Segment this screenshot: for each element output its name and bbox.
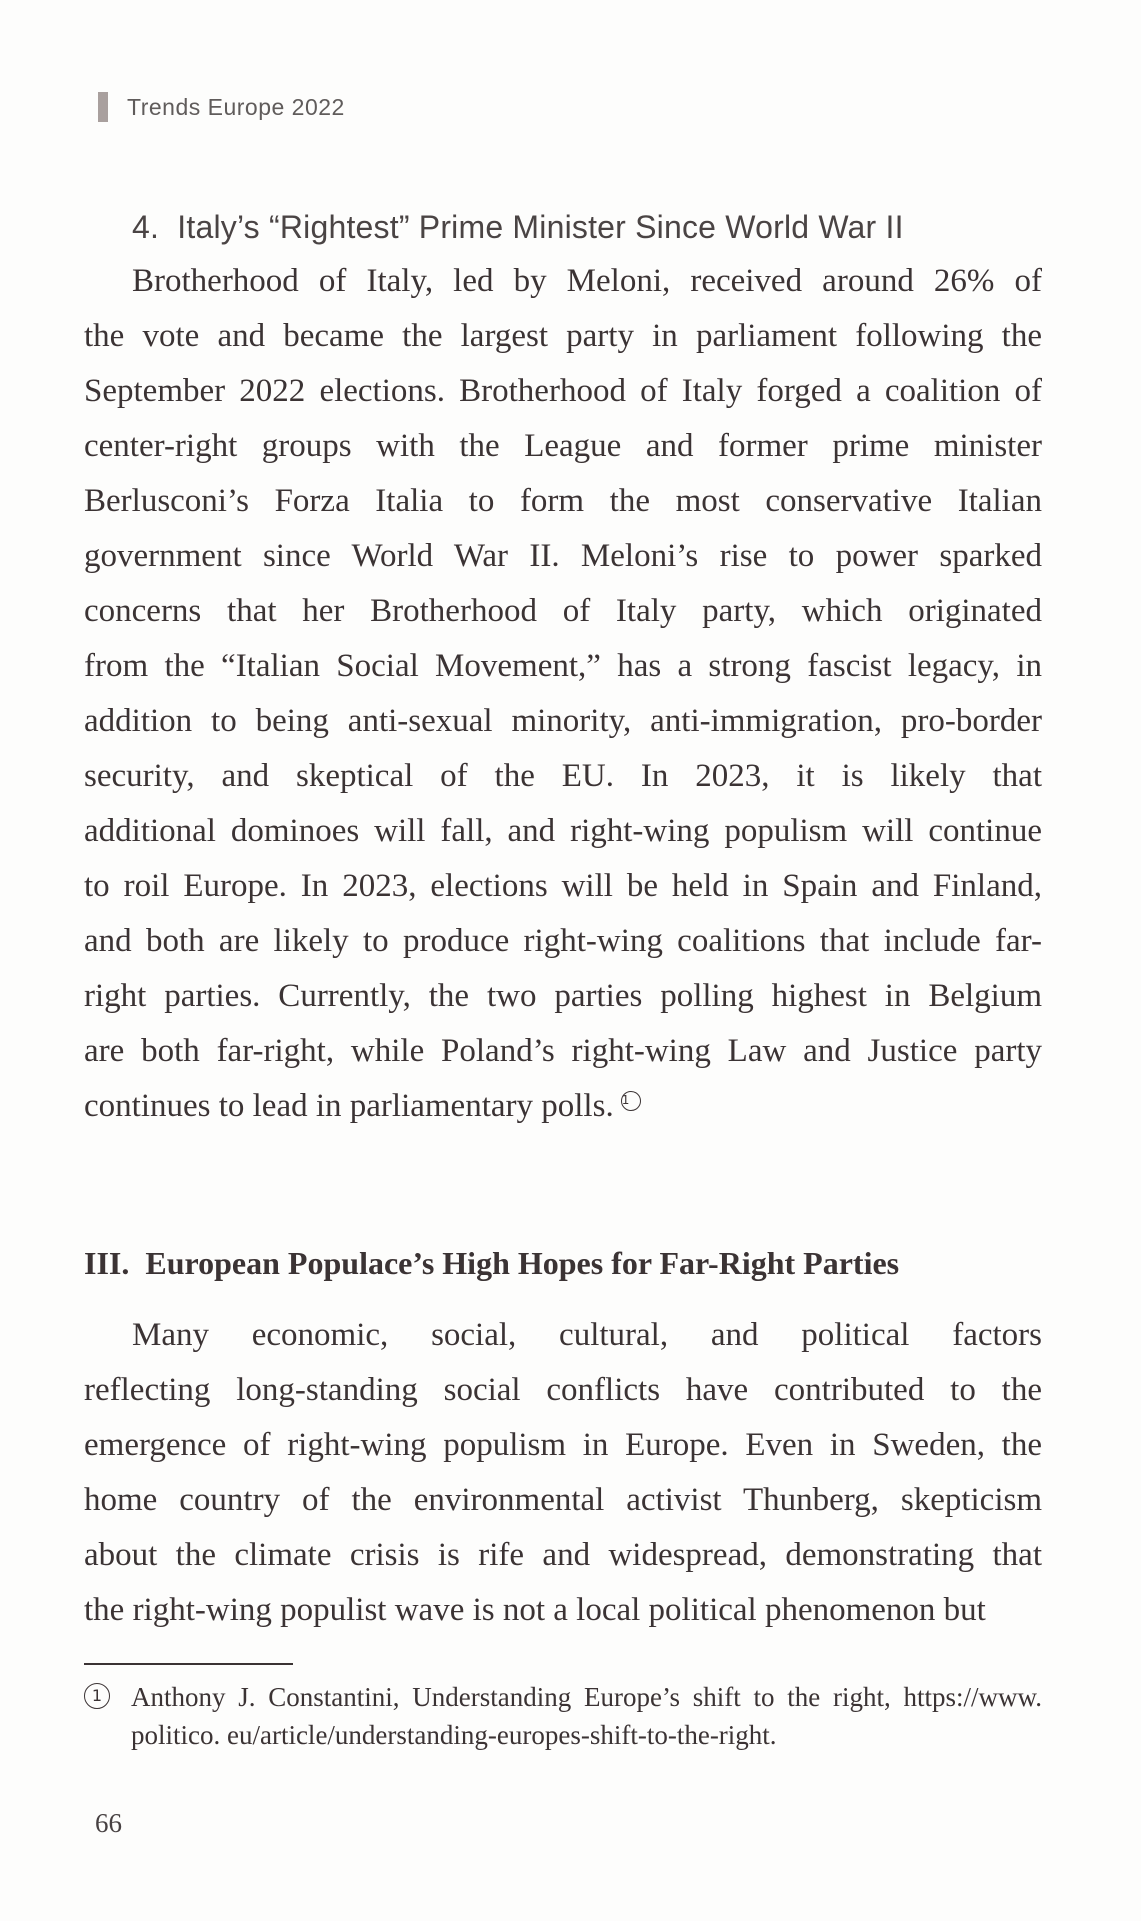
body-line: the right-wing populist wave is not a local political phenomenon but — [84, 1592, 986, 1628]
body-line: right parties. Currently, the two parties polling highest in Belgium — [84, 978, 1042, 1014]
body-line: Many economic, social, cultural, and political factors — [132, 1317, 1042, 1353]
footnote-ref-icon — [621, 1091, 641, 1111]
body-line-text: continues to lead in parliamentary polls. — [84, 1088, 614, 1124]
footnote-line: politico. eu/article/understanding-europes-shift-to-the-right. — [131, 1720, 777, 1750]
page-number: 66 — [95, 1808, 122, 1838]
body-line: addition to being anti-sexual minority, anti-immigration, pro-border — [84, 703, 1042, 739]
body-line: government since World War II. Meloni’s rise to power sparked — [84, 538, 1042, 574]
body-line: September 2022 elections. Brotherhood of Italy forged a coalition of — [84, 373, 1042, 409]
body-line: reflecting long-standing social conflicts have contributed to the — [84, 1372, 1042, 1408]
body-line: additional dominoes will fall, and right-wing populism will continue — [84, 813, 1042, 849]
body-line: the vote and became the largest party in parliament following the — [84, 318, 1042, 354]
body-line: security, and skeptical of the EU. In 2023, it is likely that — [84, 758, 1042, 794]
paragraph-1 — [84, 254, 1042, 1134]
footnote-marker-number: 1 — [91, 1686, 103, 1705]
footnote-marker-icon — [84, 1683, 110, 1709]
body-line: Berlusconi’s Forza Italia to form the most conservative Italian — [84, 483, 1042, 519]
body-line: emergence of right-wing populism in Europe. Even in Sweden, the — [84, 1427, 1042, 1463]
footnote — [84, 1678, 1042, 1754]
body-line: home country of the environmental activist Thunberg, skepticism — [84, 1482, 1042, 1518]
footnote-ref-number: 1 — [621, 1093, 630, 1107]
body-line — [84, 1079, 1042, 1134]
body-line: about the climate crisis is rife and widespread, demonstrating that — [84, 1537, 1042, 1573]
footnote-line: Anthony J. Constantini, Understanding Europe’s shift to the right, https://www. — [131, 1682, 1042, 1712]
body-line: to roil Europe. In 2023, elections will be held in Spain and Finland, — [84, 868, 1042, 904]
body-line: concerns that her Brotherhood of Italy party, which originated — [84, 593, 1042, 629]
footnote-text — [131, 1678, 1042, 1754]
subsection-heading: 4. Italy’s “Rightest” Prime Minister Since World War II — [132, 209, 904, 245]
body-line: and both are likely to produce right-wing coalitions that include far- — [84, 923, 1042, 959]
body-line: Brotherhood of Italy, led by Meloni, received around 26% of — [132, 263, 1042, 299]
footnote-separator — [84, 1663, 293, 1665]
body-line: center-right groups with the League and former prime minister — [84, 428, 1042, 464]
header-accent-bar — [98, 92, 108, 122]
header-title: Trends Europe 2022 — [127, 93, 345, 120]
section-heading: III. European Populace’s High Hopes for Far-Right Parties — [84, 1245, 900, 1281]
body-line: from the “Italian Social Movement,” has a strong fascist legacy, in — [84, 648, 1042, 684]
running-header — [98, 92, 345, 122]
paragraph-2 — [84, 1308, 1042, 1638]
body-line: are both far-right, while Poland’s right-wing Law and Justice party — [84, 1033, 1042, 1069]
